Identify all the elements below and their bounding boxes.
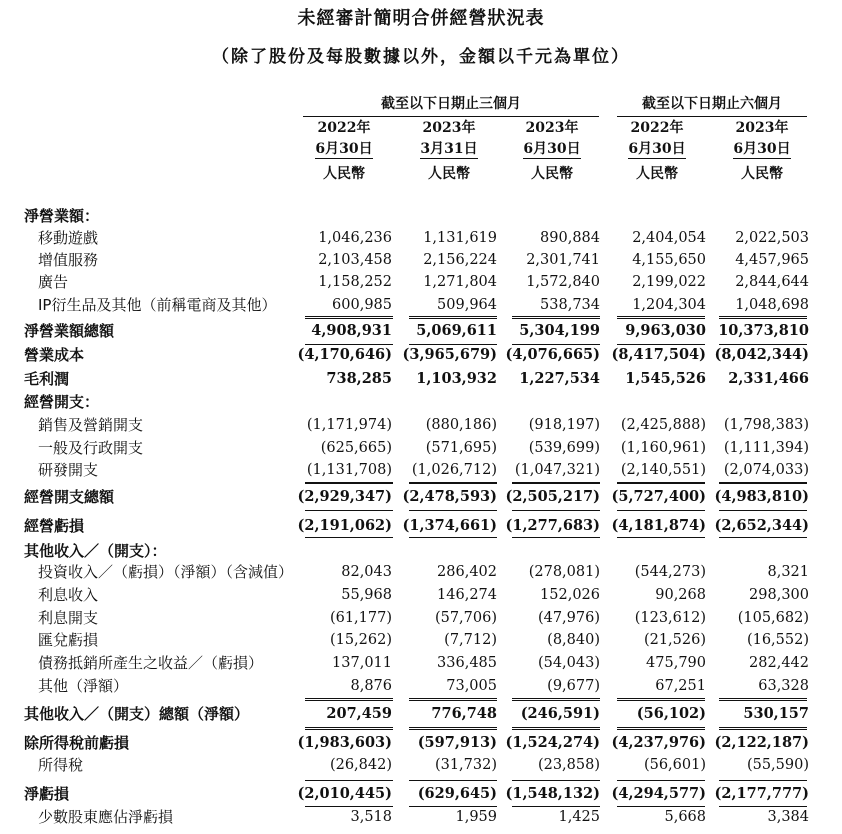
row-value: 8,876 bbox=[350, 678, 392, 694]
row-value: 282,442 bbox=[749, 655, 809, 671]
row-value: (1,548,132) bbox=[505, 785, 600, 802]
row-value: (918,197) bbox=[528, 417, 600, 433]
row-value: (571,695) bbox=[425, 440, 497, 456]
row-value: (9,677) bbox=[547, 678, 600, 694]
row-label: 少數股東應佔淨虧損 bbox=[38, 808, 174, 826]
row-value: 890,884 bbox=[540, 230, 600, 246]
total-underline bbox=[305, 510, 393, 511]
row-value: 8,321 bbox=[767, 564, 809, 580]
total-rule bbox=[719, 318, 807, 319]
row-value: (1,171,974) bbox=[306, 417, 392, 433]
row-value: 2,022,503 bbox=[735, 230, 809, 246]
row-value: (539,699) bbox=[528, 440, 600, 456]
row-value: (5,727,400) bbox=[611, 488, 706, 505]
total-rule bbox=[512, 729, 600, 730]
row-value: (2,140,551) bbox=[620, 462, 706, 478]
row-value: (4,294,577) bbox=[611, 785, 706, 802]
total-rule bbox=[305, 483, 393, 484]
table-row bbox=[0, 437, 842, 459]
row-value: (56,102) bbox=[636, 705, 706, 722]
table-row bbox=[0, 629, 842, 651]
column-date: 3月31日 bbox=[420, 141, 478, 157]
row-label: 經營開支總額 bbox=[24, 488, 115, 506]
total-underline bbox=[409, 344, 497, 345]
row-value: 1,048,698 bbox=[735, 297, 809, 313]
subtotal-rule bbox=[719, 698, 807, 699]
subtotal-rule bbox=[409, 698, 497, 699]
row-label: 一般及行政開支 bbox=[38, 439, 144, 457]
total-underline bbox=[719, 510, 807, 511]
total-underline bbox=[305, 344, 393, 345]
row-value: (1,277,683) bbox=[505, 517, 600, 534]
row-label: 除所得稅前虧損 bbox=[24, 734, 130, 752]
total-underline bbox=[512, 727, 600, 728]
total-rule bbox=[512, 318, 600, 319]
subtotal-rule bbox=[719, 316, 807, 317]
total-rule bbox=[305, 318, 393, 319]
row-label: 營業成本 bbox=[24, 346, 85, 364]
total-underline bbox=[719, 344, 807, 345]
row-value: (2,505,217) bbox=[505, 488, 600, 505]
total-underline bbox=[617, 727, 705, 728]
row-label: 研發開支 bbox=[38, 461, 99, 479]
table-row bbox=[0, 783, 842, 805]
total-rule bbox=[305, 729, 393, 730]
row-value: (2,929,347) bbox=[297, 488, 392, 505]
row-label: 其他（淨額） bbox=[38, 677, 129, 695]
row-value: 3,518 bbox=[350, 809, 392, 825]
total-rule bbox=[409, 780, 497, 781]
row-value: (1,047,321) bbox=[514, 462, 600, 478]
table-row bbox=[0, 368, 842, 390]
row-value: (629,645) bbox=[417, 785, 497, 802]
row-label: 淨營業額： bbox=[24, 207, 100, 225]
table-row bbox=[0, 249, 842, 271]
column-currency: 人民幣 bbox=[323, 166, 365, 182]
total-underline bbox=[409, 537, 497, 538]
total-underline bbox=[719, 727, 807, 728]
row-value: 55,968 bbox=[341, 587, 392, 603]
table-row bbox=[0, 584, 842, 606]
column-year: 2022年 bbox=[630, 120, 684, 136]
row-value: (880,186) bbox=[425, 417, 497, 433]
total-rule bbox=[409, 318, 497, 319]
total-underline bbox=[617, 806, 705, 807]
row-value: 2,404,054 bbox=[632, 230, 706, 246]
total-underline bbox=[512, 537, 600, 538]
row-value: 4,457,965 bbox=[735, 252, 809, 268]
table-row bbox=[0, 205, 842, 227]
total-rule bbox=[409, 700, 497, 701]
statement-title: 未經審計簡明合併經營狀況表 bbox=[297, 8, 545, 29]
table-row bbox=[0, 652, 842, 674]
total-rule bbox=[305, 780, 393, 781]
total-underline bbox=[617, 510, 705, 511]
row-value: (1,983,603) bbox=[297, 734, 392, 751]
row-label: 銷售及營銷開支 bbox=[38, 416, 144, 434]
row-value: (26,842) bbox=[329, 757, 392, 773]
table-row bbox=[0, 344, 842, 366]
row-value: (31,732) bbox=[434, 757, 497, 773]
row-value: 475,790 bbox=[646, 655, 706, 671]
row-value: 82,043 bbox=[341, 564, 392, 580]
subtotal-rule bbox=[305, 316, 393, 317]
row-value: 2,331,466 bbox=[728, 370, 809, 387]
subtotal-rule bbox=[617, 698, 705, 699]
row-value: 3,384 bbox=[767, 809, 809, 825]
row-value: (4,181,874) bbox=[611, 517, 706, 534]
table-row bbox=[0, 561, 842, 583]
total-rule bbox=[719, 729, 807, 730]
column-year: 2022年 bbox=[317, 120, 371, 136]
row-value: 2,199,022 bbox=[632, 274, 706, 290]
subtotal-rule bbox=[409, 316, 497, 317]
row-value: (1,026,712) bbox=[411, 462, 497, 478]
row-value: 152,026 bbox=[540, 587, 600, 603]
row-value: 63,328 bbox=[758, 678, 809, 694]
row-value: (2,074,033) bbox=[723, 462, 809, 478]
total-underline bbox=[409, 806, 497, 807]
row-value: 2,156,224 bbox=[423, 252, 497, 268]
row-value: 1,425 bbox=[558, 809, 600, 825]
table-row bbox=[0, 320, 842, 342]
row-value: (246,591) bbox=[520, 705, 600, 722]
total-rule bbox=[617, 780, 705, 781]
row-value: (2,191,062) bbox=[297, 517, 392, 534]
row-value: 738,285 bbox=[326, 370, 392, 387]
row-label: 利息開支 bbox=[38, 609, 99, 627]
row-value: 4,908,931 bbox=[311, 322, 392, 339]
column-currency: 人民幣 bbox=[636, 166, 678, 182]
table-row bbox=[0, 391, 842, 413]
total-underline bbox=[305, 727, 393, 728]
row-value: (2,010,445) bbox=[297, 785, 392, 802]
row-label: 匯兌虧損 bbox=[38, 631, 99, 649]
total-rule bbox=[512, 700, 600, 701]
row-value: (544,273) bbox=[634, 564, 706, 580]
row-value: 600,985 bbox=[332, 297, 392, 313]
row-value: 4,155,650 bbox=[632, 252, 706, 268]
statement-subtitle: （除了股份及每股數據以外，金額以千元為單位） bbox=[212, 47, 630, 67]
row-value: 530,157 bbox=[743, 705, 809, 722]
row-label: IP衍生品及其他（前稱電商及其他） bbox=[38, 296, 277, 314]
row-value: (1,160,961) bbox=[620, 440, 706, 456]
row-label: 移動遊戲 bbox=[38, 229, 99, 247]
row-value: 67,251 bbox=[655, 678, 706, 694]
table-row bbox=[0, 515, 842, 537]
column-year: 2023年 bbox=[422, 120, 476, 136]
row-value: 286,402 bbox=[437, 564, 497, 580]
row-value: 1,572,840 bbox=[526, 274, 600, 290]
total-underline bbox=[305, 537, 393, 538]
row-label: 廣告 bbox=[38, 273, 69, 291]
row-label: 債務抵銷所產生之收益／（虧損） bbox=[38, 654, 264, 672]
total-rule bbox=[305, 700, 393, 701]
total-rule bbox=[512, 483, 600, 484]
table-row bbox=[0, 271, 842, 293]
total-underline bbox=[617, 537, 705, 538]
row-label: 經營虧損 bbox=[24, 517, 85, 535]
row-value: (1,524,274) bbox=[505, 734, 600, 751]
row-value: 207,459 bbox=[326, 705, 392, 722]
total-rule bbox=[719, 483, 807, 484]
column-date: 6月30日 bbox=[523, 141, 581, 157]
row-value: 73,005 bbox=[446, 678, 497, 694]
table-row bbox=[0, 294, 842, 316]
total-rule bbox=[719, 780, 807, 781]
row-value: (7,712) bbox=[444, 632, 497, 648]
table-row bbox=[0, 486, 842, 508]
row-label: 其他收入／（開支）總額（淨額） bbox=[24, 705, 250, 723]
total-underline bbox=[409, 510, 497, 511]
row-value: 2,301,741 bbox=[526, 252, 600, 268]
table-row bbox=[0, 732, 842, 754]
row-value: 2,844,644 bbox=[735, 274, 809, 290]
row-label: 其他收入／（開支）： bbox=[24, 542, 167, 560]
total-underline bbox=[512, 806, 600, 807]
total-underline bbox=[719, 537, 807, 538]
total-rule bbox=[617, 729, 705, 730]
row-value: 298,300 bbox=[749, 587, 809, 603]
table-row bbox=[0, 806, 842, 828]
column-year: 2023年 bbox=[735, 120, 789, 136]
row-value: (625,665) bbox=[320, 440, 392, 456]
row-value: 1,103,932 bbox=[416, 370, 497, 387]
row-value: 509,964 bbox=[437, 297, 497, 313]
table-row bbox=[0, 540, 842, 562]
row-value: (2,177,777) bbox=[714, 785, 809, 802]
table-row bbox=[0, 754, 842, 776]
row-value: 1,158,252 bbox=[318, 274, 392, 290]
row-value: (2,478,593) bbox=[402, 488, 497, 505]
total-rule bbox=[617, 318, 705, 319]
total-rule bbox=[512, 780, 600, 781]
row-value: 776,748 bbox=[431, 705, 497, 722]
row-value: 5,304,199 bbox=[519, 322, 600, 339]
row-value: (8,417,504) bbox=[611, 346, 706, 363]
group-header-six-months: 截至以下日期止六個月 bbox=[617, 93, 807, 117]
row-label: 所得稅 bbox=[38, 756, 84, 774]
row-value: (2,425,888) bbox=[620, 417, 706, 433]
row-value: 2,103,458 bbox=[318, 252, 392, 268]
row-value: 1,131,619 bbox=[423, 230, 497, 246]
row-value: (1,111,394) bbox=[723, 440, 809, 456]
row-label: 投資收入／（虧損）（淨額）（含減值） bbox=[38, 563, 294, 581]
subtotal-rule bbox=[617, 316, 705, 317]
row-value: (54,043) bbox=[537, 655, 600, 671]
row-value: (21,526) bbox=[643, 632, 706, 648]
subtotal-rule bbox=[512, 698, 600, 699]
row-value: (55,590) bbox=[746, 757, 809, 773]
row-value: (597,913) bbox=[417, 734, 497, 751]
row-value: (1,131,708) bbox=[306, 462, 392, 478]
row-value: 137,011 bbox=[332, 655, 392, 671]
row-value: (4,237,976) bbox=[611, 734, 706, 751]
row-value: 5,668 bbox=[664, 809, 706, 825]
row-value: (1,798,383) bbox=[723, 417, 809, 433]
row-value: 336,485 bbox=[437, 655, 497, 671]
table-row bbox=[0, 227, 842, 249]
row-value: (8,840) bbox=[547, 632, 600, 648]
row-value: (123,612) bbox=[634, 610, 706, 626]
column-currency: 人民幣 bbox=[428, 166, 470, 182]
row-label: 經營開支： bbox=[24, 393, 100, 411]
total-rule bbox=[409, 729, 497, 730]
row-value: (4,983,810) bbox=[714, 488, 809, 505]
row-value: 90,268 bbox=[655, 587, 706, 603]
row-value: (278,081) bbox=[528, 564, 600, 580]
total-underline bbox=[305, 806, 393, 807]
group-header-three-months: 截至以下日期止三個月 bbox=[303, 93, 599, 117]
row-value: (3,965,679) bbox=[402, 346, 497, 363]
row-value: (57,706) bbox=[434, 610, 497, 626]
row-value: 1,204,304 bbox=[632, 297, 706, 313]
table-row bbox=[0, 414, 842, 436]
column-date: 6月30日 bbox=[628, 141, 686, 157]
total-rule bbox=[617, 700, 705, 701]
table-row bbox=[0, 675, 842, 697]
table-row bbox=[0, 607, 842, 629]
row-value: 1,959 bbox=[455, 809, 497, 825]
column-currency: 人民幣 bbox=[741, 166, 783, 182]
row-value: 9,963,030 bbox=[625, 322, 706, 339]
row-label: 淨營業額總額 bbox=[24, 322, 115, 340]
total-underline bbox=[409, 727, 497, 728]
row-value: 1,545,526 bbox=[625, 370, 706, 387]
row-value: (23,858) bbox=[537, 757, 600, 773]
row-label: 毛利潤 bbox=[24, 370, 70, 388]
total-underline bbox=[512, 510, 600, 511]
row-label: 利息收入 bbox=[38, 586, 99, 604]
row-value: (1,374,661) bbox=[402, 517, 497, 534]
row-value: 1,227,534 bbox=[519, 370, 600, 387]
row-value: (2,652,344) bbox=[714, 517, 809, 534]
row-value: (105,682) bbox=[737, 610, 809, 626]
row-value: (56,601) bbox=[643, 757, 706, 773]
subtotal-rule bbox=[512, 316, 600, 317]
total-rule bbox=[719, 700, 807, 701]
row-value: (4,076,665) bbox=[505, 346, 600, 363]
row-value: (16,552) bbox=[746, 632, 809, 648]
total-rule bbox=[617, 483, 705, 484]
row-value: 5,069,611 bbox=[416, 322, 497, 339]
row-value: 1,046,236 bbox=[318, 230, 392, 246]
row-value: (2,122,187) bbox=[714, 734, 809, 751]
row-value: (8,042,344) bbox=[714, 346, 809, 363]
row-value: 538,734 bbox=[540, 297, 600, 313]
row-value: (4,170,646) bbox=[297, 346, 392, 363]
column-date: 6月30日 bbox=[733, 141, 791, 157]
row-label: 淨虧損 bbox=[24, 785, 70, 803]
subtotal-rule bbox=[305, 698, 393, 699]
column-year: 2023年 bbox=[525, 120, 579, 136]
total-underline bbox=[719, 806, 807, 807]
table-row bbox=[0, 459, 842, 481]
total-underline bbox=[617, 344, 705, 345]
row-value: (61,177) bbox=[329, 610, 392, 626]
column-date: 6月30日 bbox=[315, 141, 373, 157]
column-currency: 人民幣 bbox=[531, 166, 573, 182]
row-value: 10,373,810 bbox=[718, 322, 809, 339]
total-underline bbox=[512, 344, 600, 345]
row-value: (15,262) bbox=[329, 632, 392, 648]
total-rule bbox=[409, 483, 497, 484]
table-row bbox=[0, 703, 842, 725]
row-label: 增值服務 bbox=[38, 251, 99, 269]
row-value: (47,976) bbox=[537, 610, 600, 626]
row-value: 1,271,804 bbox=[423, 274, 497, 290]
row-value: 146,274 bbox=[437, 587, 497, 603]
